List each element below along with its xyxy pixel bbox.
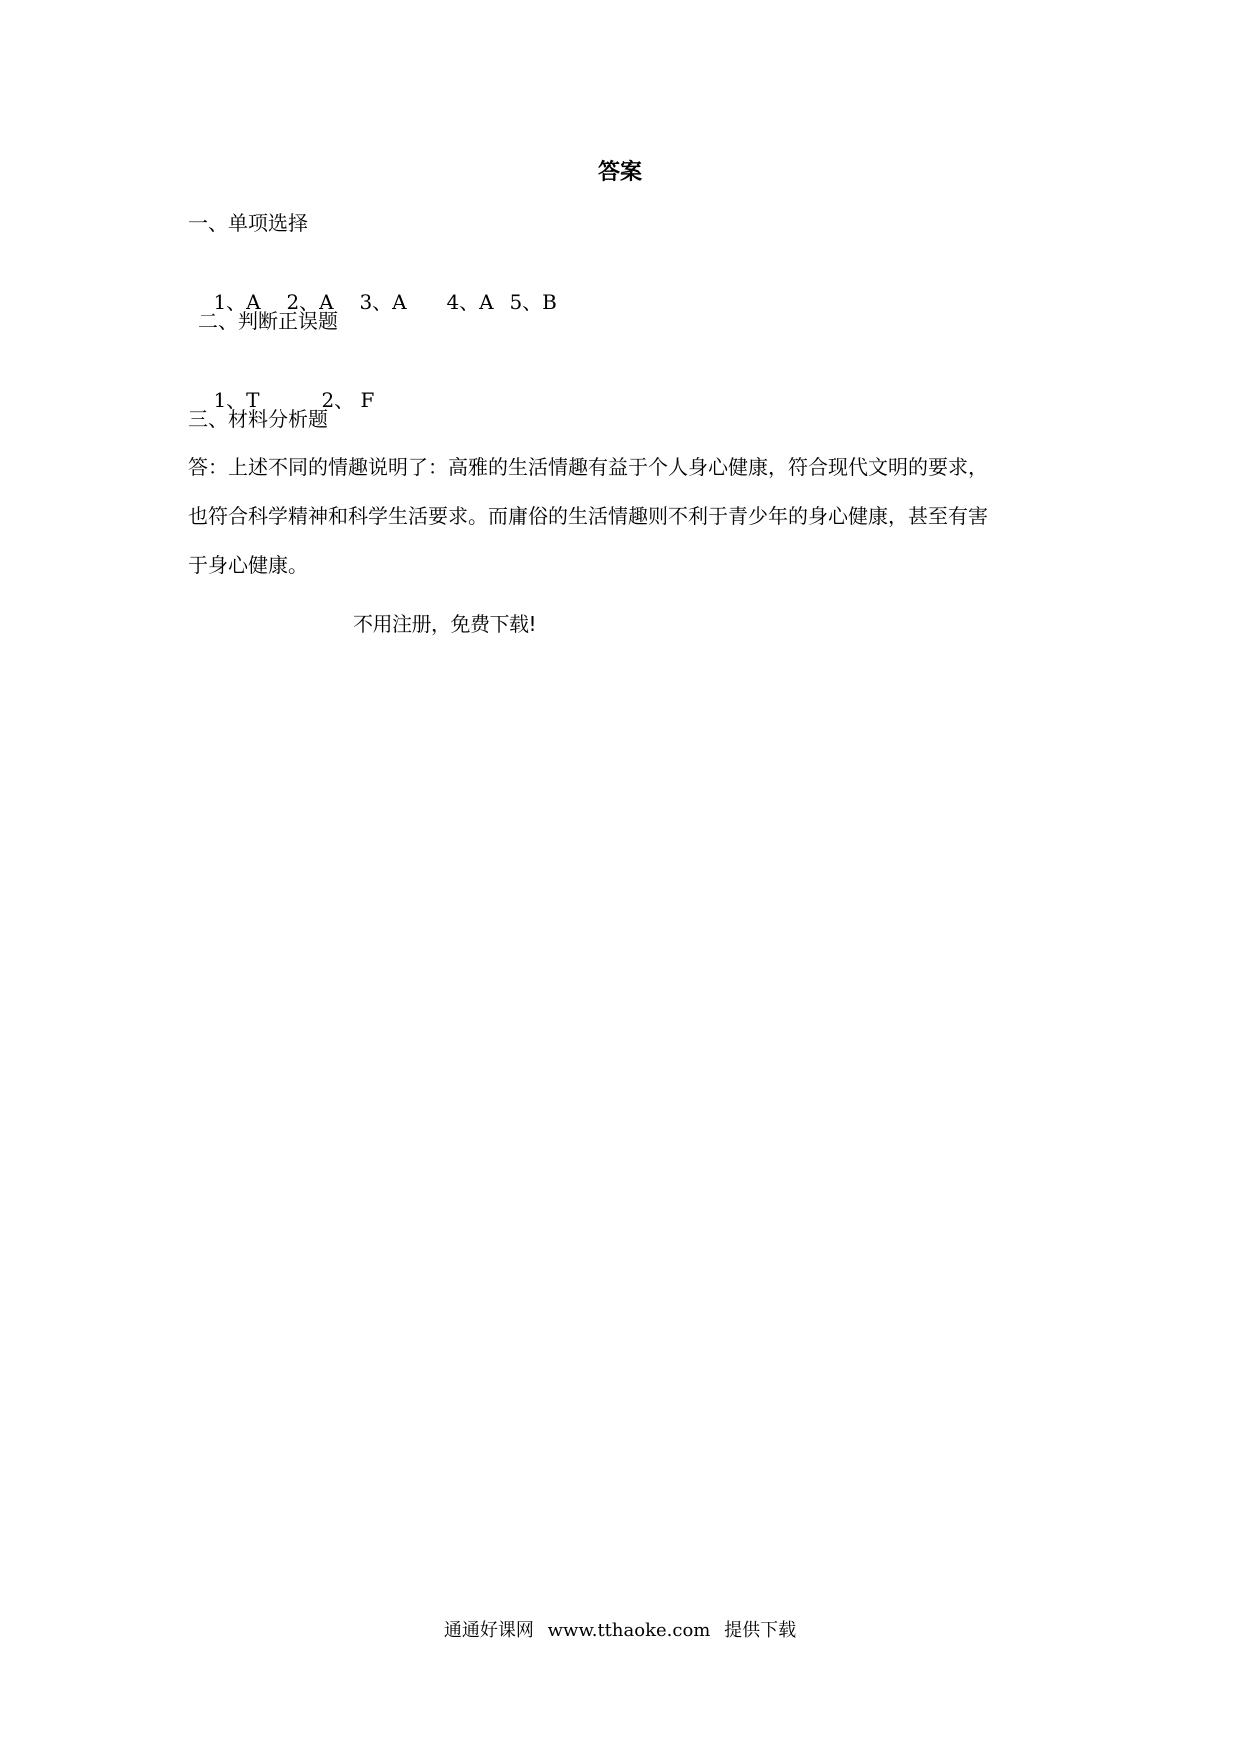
answer-item: 1、T xyxy=(213,388,260,412)
answer-item: 3、A xyxy=(359,290,407,314)
answer-item: 1、A xyxy=(213,290,261,314)
answer-item: 5、B xyxy=(509,290,557,314)
answer-item: 4、A xyxy=(446,290,494,314)
footer-url[interactable]: www.tthaoke.com xyxy=(547,1620,711,1641)
answer-item: 2、A xyxy=(286,290,334,314)
answer-item: 2、 F xyxy=(321,388,375,412)
section-heading-single-choice: 一、单项选择 xyxy=(188,211,308,235)
footer-site-name: 通通好课网 xyxy=(443,1620,534,1641)
page-title: 答案 xyxy=(597,160,642,185)
answer-line: 也符合科学精神和科学生活要求。而庸俗的生活情趣则不利于青少年的身心健康，甚至有害 xyxy=(188,504,988,528)
section-heading-material-analysis: 三、材料分析题 xyxy=(188,407,328,431)
footer xyxy=(0,1617,1240,1645)
footer-suffix: 提供下载 xyxy=(724,1620,797,1641)
answer-line: 于身心健康。 xyxy=(188,553,308,577)
section-heading-true-false: 二、判断正误题 xyxy=(198,309,338,333)
analysis-answer xyxy=(188,443,1058,590)
answer-line: 答：上述不同的情趣说明了：高雅的生活情趣有益于个人身心健康，符合现代文明的要求， xyxy=(188,455,988,479)
promo-text: 不用注册，免费下载! xyxy=(353,612,537,636)
